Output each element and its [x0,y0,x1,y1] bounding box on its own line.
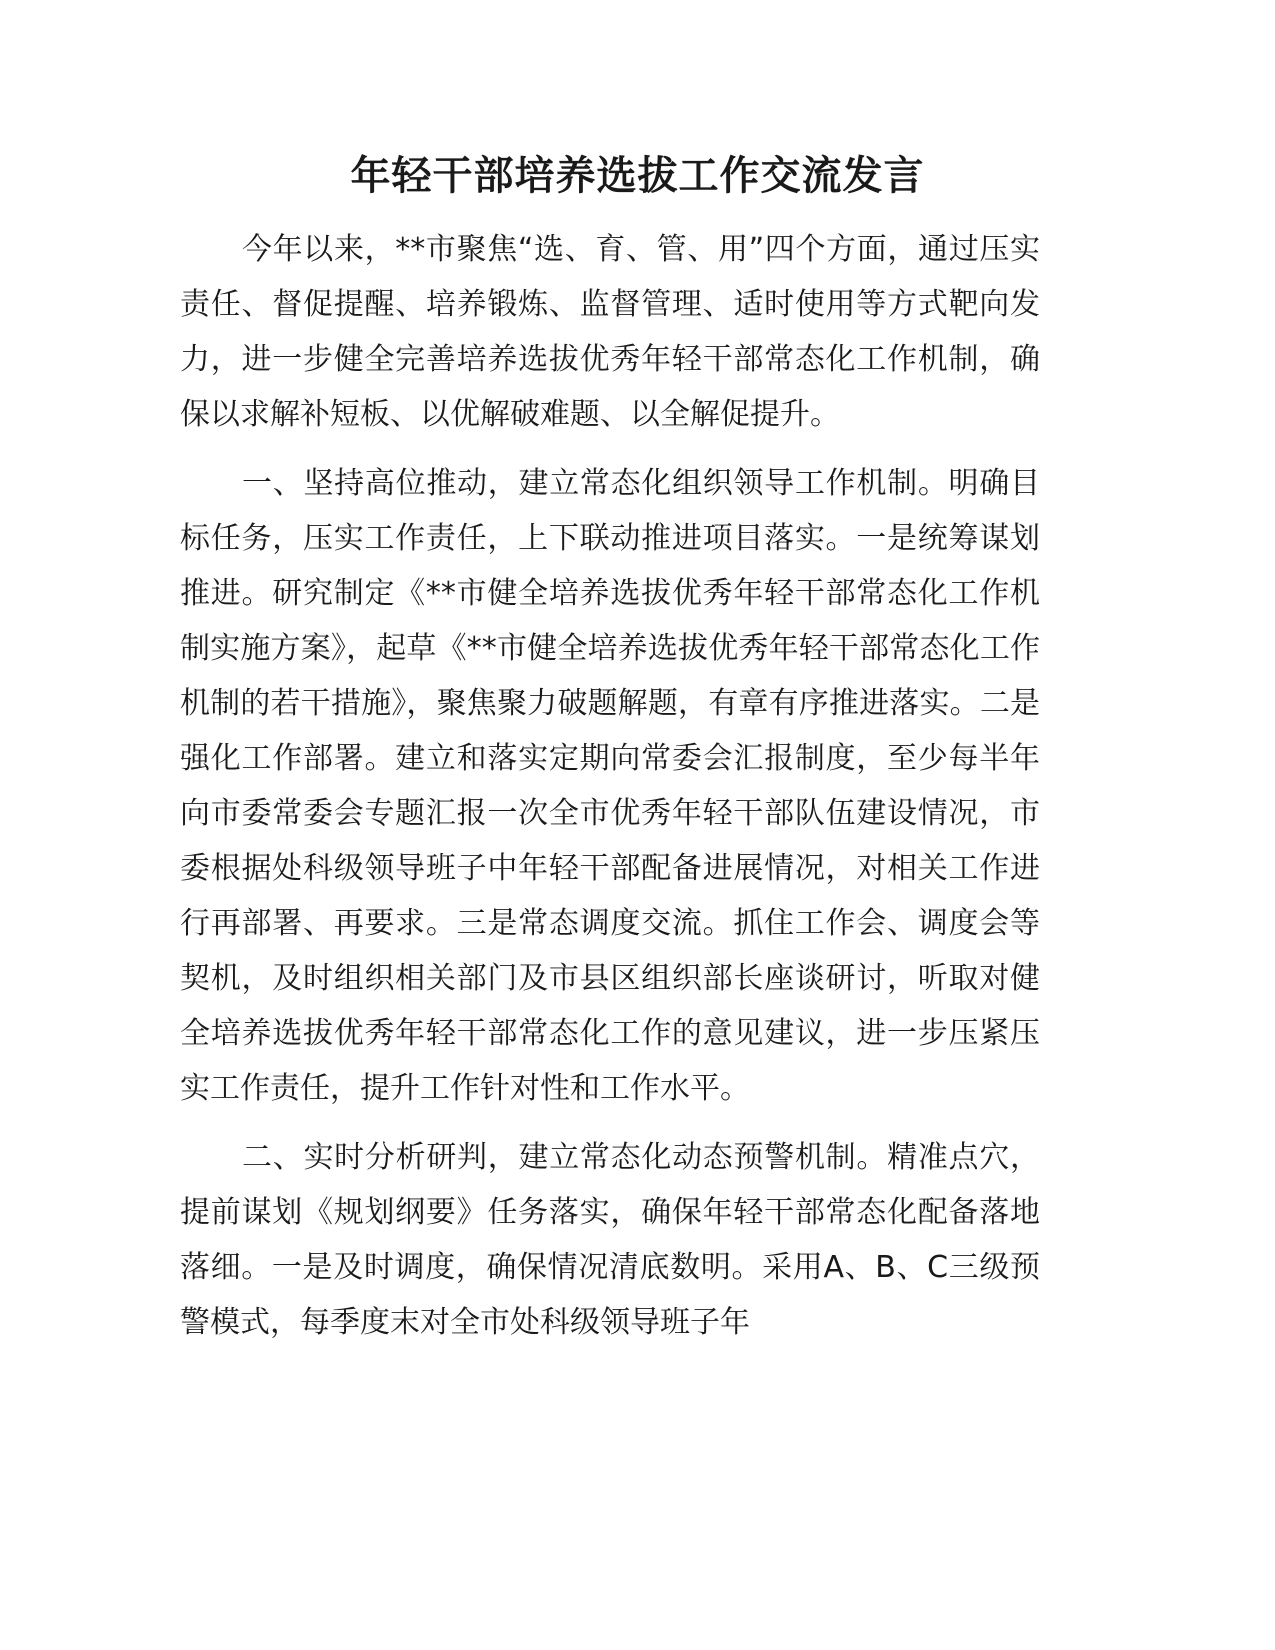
paragraph-section-2: 二、实时分析研判，建立常态化动态预警机制。精准点穴，提前谋划《规划纲要》任务落实，确保年轻干部常态化配备落地落细。一是及时调度，确保情况清底数明。采用A、B、C三级预警模式，每季度末对全市处科级领导班子年 [180,1140,1040,1340]
paragraph-intro: 今年以来，**市聚焦“选、育、管、用”四个方面，通过压实责任、督促提醒、培养锻炼、监督管理、适时使用等方式靶向发力，进一步健全完善培养选拔优秀年轻干部常态化工作机制，确保以求解补短板、以优解破难题、以全解促提升。 [180,232,1040,432]
document-title: 年轻干部培养选拔工作交流发言 [350,153,925,199]
paragraph-section-1: 一、坚持高位推动，建立常态化组织领导工作机制。明确目标任务，压实工作责任，上下联动推进项目落实。一是统筹谋划推进。研究制定《**市健全培养选拔优秀年轻干部常态化工作机制实施方案》，起草《**市健全培养选拔优秀年轻干部常态化工作机制的若干措施》，聚焦聚力破题解题，有章有序推进落实。二是强化工作部署。建立和落实定期向常委会汇报制度，至少每半年向市委常委会专题汇报一次全市优秀年轻干部队伍建设情况，市委根据处科级领导班子中年轻干部配备进展情况，对相关工作进行再部署、再要求。三是常态调度交流。抓住工作会、调度会等契机，及时组织相关部门及市县区组织部长座谈研讨，听取对健全培养选拔优秀年轻干部常态化工作的意见建议，进一步压紧压实工作责任，提升工作针对性和工作水平。 [180,466,1040,1106]
document-body [180,222,1040,1364]
